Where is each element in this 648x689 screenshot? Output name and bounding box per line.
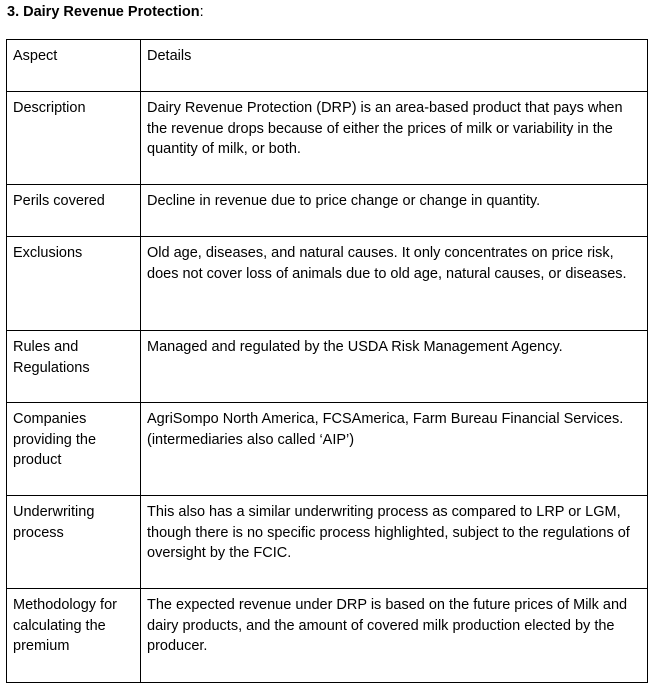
table-row-methodology [7,589,648,683]
details-cell: The expected revenue under DRP is based on the future prices of Milk and dairy products, and the amount of covered milk production elected by the producer. [141,589,648,683]
aspect-cell: Rules and Regulations [7,331,141,403]
details-table [6,39,648,683]
table-row-rules [7,331,648,403]
table-row-companies [7,403,648,496]
table-row-description [7,92,648,185]
aspect-cell: Perils covered [7,185,141,237]
aspect-cell: Description [7,92,141,185]
details-cell: This also has a similar underwriting process as compared to LRP or LGM, though there is no specific process highlighted, subject to the regulations of oversight by the FCIC. [141,496,648,589]
table-header-row [7,40,648,92]
table-row-underwriting [7,496,648,589]
table-row-exclusions [7,237,648,331]
table-row-perils [7,185,648,237]
aspect-cell: Companies providing the product [7,403,141,496]
section-title-colon: : [199,4,204,20]
header-details: Details [141,40,648,92]
details-cell: Old age, diseases, and natural causes. It only concentrates on price risk, does not cover loss of animals due to old age, natural causes, or diseases. [141,237,648,331]
details-cell: Managed and regulated by the USDA Risk Management Agency. [141,331,648,403]
aspect-cell: Methodology for calculating the premium [7,589,141,683]
details-cell: Decline in revenue due to price change or change in quantity. [141,185,648,237]
details-cell: AgriSompo North America, FCSAmerica, Farm Bureau Financial Services. (intermediaries also called ‘AIP’) [141,403,648,496]
aspect-cell: Underwriting process [7,496,141,589]
section-title: 3. Dairy Revenue Protection [7,4,200,20]
details-cell: Dairy Revenue Protection (DRP) is an area-based product that pays when the revenue drops because of either the prices of milk or variability in the quantity of milk, or both. [141,92,648,185]
header-aspect: Aspect [7,40,141,92]
aspect-cell: Exclusions [7,237,141,331]
section-heading [7,3,204,21]
